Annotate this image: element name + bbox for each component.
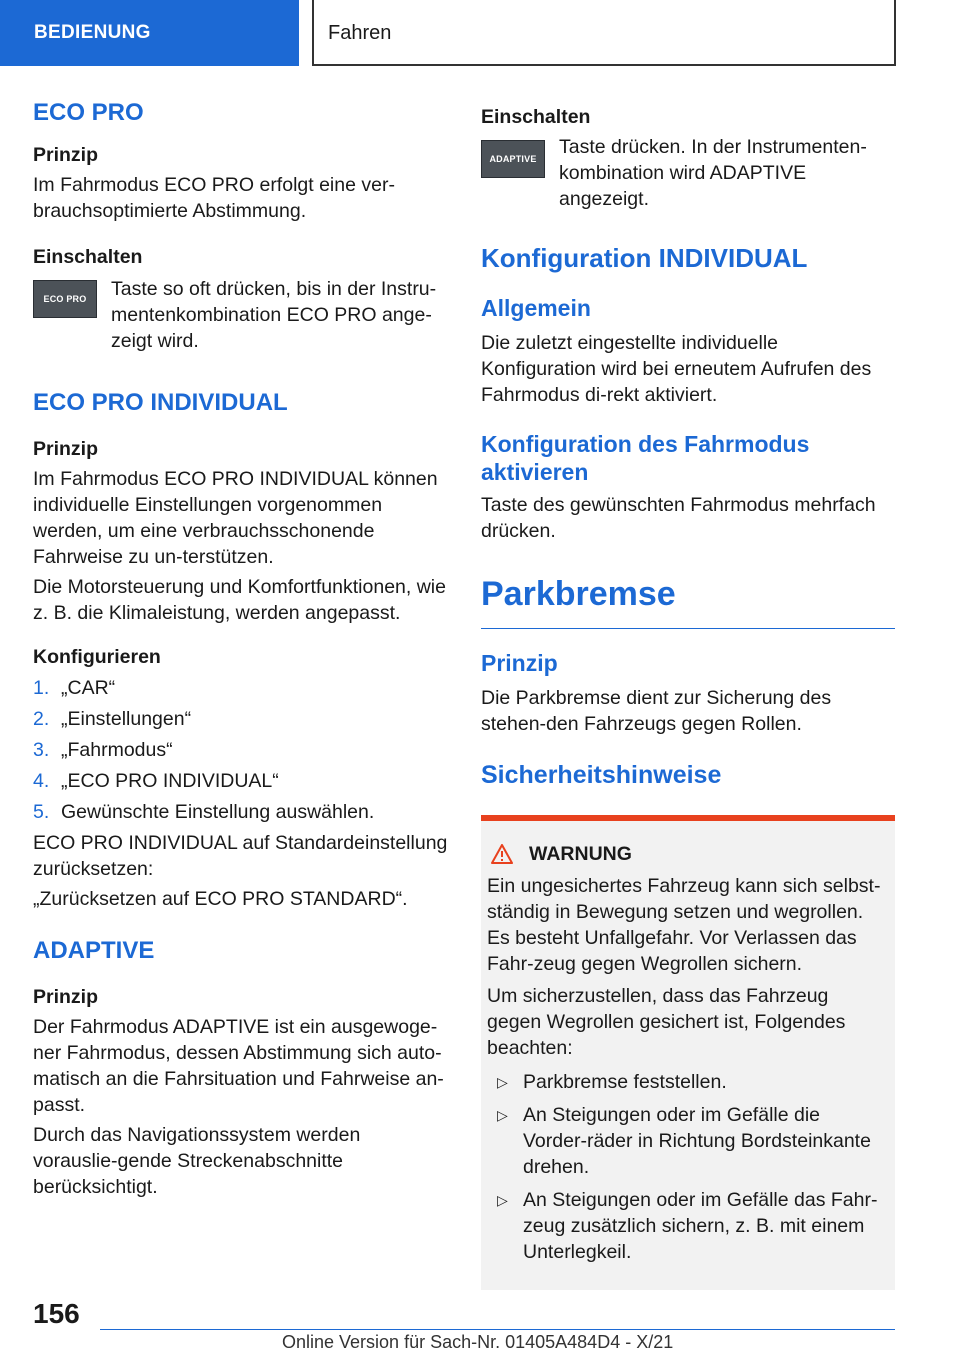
adaptive-prinzip-text2: Durch das Navigationssystem werden vorauslie‐gende Streckenabschnitte berücksichtigt. [33, 1124, 361, 1198]
page-header [0, 0, 960, 66]
list-item: ▷ Parkbremse feststellen. [487, 1069, 888, 1095]
adaptive-prinzip-text: Der Fahrmodus ADAPTIVE ist ein ausgewoge‐ner Fahrmodus, dessen Abstimmung sich auto‐matisch an die Fahrsituation und Fahrweise an‐passt. [33, 1016, 444, 1116]
list-item: 2. „Einstellungen“ [33, 708, 192, 730]
warning-list [487, 1069, 888, 1265]
warning-triangle-icon [491, 844, 513, 864]
konfiguration-aktivieren-heading: Konfiguration des Fahrmodus aktivieren [481, 431, 810, 485]
warning-title: WARNUNG [529, 843, 632, 865]
adaptive-button-icon: ADAPTIVE [481, 140, 545, 178]
parkbremse-prinzip-heading: Prinzip [481, 650, 558, 676]
chapter-tab: Fahren [312, 0, 896, 66]
warning-text-1: Ein ungesichertes Fahrzeug kann sich selbst‐ständig in Bewegung setzen und wegrollen. Es besteht Unfallgefahr. Vor Verlassen das Fahr‐zeug gegen Wegrollen sichern. [487, 875, 881, 975]
list-item: 4. „ECO PRO INDIVIDUAL“ [33, 770, 279, 792]
warning-title-row [487, 841, 888, 867]
allgemein-text: Die zuletzt eingestellte individuelle Konfiguration wird bei erneutem Aufrufen des Fahrmodus di‐rekt aktiviert. [481, 332, 872, 406]
list-item: ▷ An Steigungen oder im Gefälle die Vorder‐räder in Richtung Bordsteinkante drehen. [487, 1102, 888, 1180]
left-column [33, 98, 448, 1200]
eco-pro-key-instruction [33, 272, 448, 354]
list-item: ▷ An Steigungen oder im Gefälle das Fahr‐zeug zusätzlich sichern, z. B. mit einem Unterlegkeil. [487, 1187, 888, 1265]
triangle-bullet-icon: ▷ [497, 1192, 508, 1208]
eco-pro-heading: ECO PRO [33, 99, 144, 126]
adaptive-heading: ADAPTIVE [33, 937, 155, 964]
footer-divider [100, 1329, 895, 1330]
adaptive-key-instruction [481, 132, 895, 212]
footer-version-text: Online Version für Sach-Nr. 01405A484D4 - X/21 [282, 1332, 674, 1352]
page-number: 156 [33, 1298, 80, 1329]
eco-pro-einschalten-heading: Einschalten [33, 246, 143, 268]
sicherheitshinweise-heading: Sicherheitshinweise [481, 761, 722, 789]
eco-pro-prinzip-text: Im Fahrmodus ECO PRO erfolgt eine ver‐brauchsoptimierte Abstimmung. [33, 174, 395, 222]
reset-text: ECO PRO INDIVIDUAL auf Standardeinstellung zurücksetzen: [33, 832, 448, 880]
triangle-bullet-icon: ▷ [497, 1107, 508, 1123]
eco-pro-prinzip-heading: Prinzip [33, 144, 99, 166]
eco-pro-individual-prinzip-text2: Die Motorsteuerung und Komfortfunktionen, wie z. B. die Klimaleistung, werden angepasst. [33, 576, 446, 624]
section-tab: BEDIENUNG [0, 0, 299, 66]
konfigurieren-steps [33, 675, 448, 825]
parkbremse-prinzip-text: Die Parkbremse dient zur Sicherung des stehen‐den Fahrzeugs gegen Rollen. [481, 687, 832, 735]
list-item: 5. Gewünschte Einstellung auswählen. [33, 801, 375, 823]
eco-pro-individual-prinzip-heading: Prinzip [33, 438, 99, 460]
list-item: 1. „CAR“ [33, 677, 116, 699]
konfigurieren-heading: Konfigurieren [33, 646, 161, 668]
eco-pro-einschalten-text: Taste so oft drücken, bis in der Instru‐mentenkombination ECO PRO ange‐zeigt wird. [111, 278, 437, 352]
triangle-bullet-icon: ▷ [497, 1074, 508, 1090]
adaptive-einschalten-heading: Einschalten [481, 106, 591, 128]
eco-pro-individual-prinzip-text: Im Fahrmodus ECO PRO INDIVIDUAL können individuelle Einstellungen vorgenommen werden, um eine verbrauchsschonende Fahrweise zu un‐terstützen. [33, 468, 438, 568]
reset-text-2: „Zurücksetzen auf ECO PRO STANDARD“. [33, 888, 408, 910]
adaptive-prinzip-heading: Prinzip [33, 986, 99, 1008]
adaptive-einschalten-text: Taste drücken. In der Instrumenten‐kombination wird ADAPTIVE angezeigt. [559, 136, 867, 210]
right-column [481, 98, 895, 1290]
konfiguration-individual-heading: Konfiguration INDIVIDUAL [481, 243, 808, 273]
warning-text-2: Um sicherzustellen, dass das Fahrzeug gegen Wegrollen gesichert ist, Folgendes beachten: [487, 985, 846, 1059]
warning-box [481, 815, 895, 1290]
allgemein-heading: Allgemein [481, 295, 591, 321]
parkbremse-heading: Parkbremse [481, 572, 895, 629]
konfiguration-aktivieren-text: Taste des gewünschten Fahrmodus mehrfach drücken. [481, 494, 876, 542]
eco-pro-individual-heading: ECO PRO INDIVIDUAL [33, 389, 288, 416]
eco-pro-button-icon: ECO PRO [33, 280, 97, 318]
list-item: 3. „Fahrmodus“ [33, 739, 173, 761]
